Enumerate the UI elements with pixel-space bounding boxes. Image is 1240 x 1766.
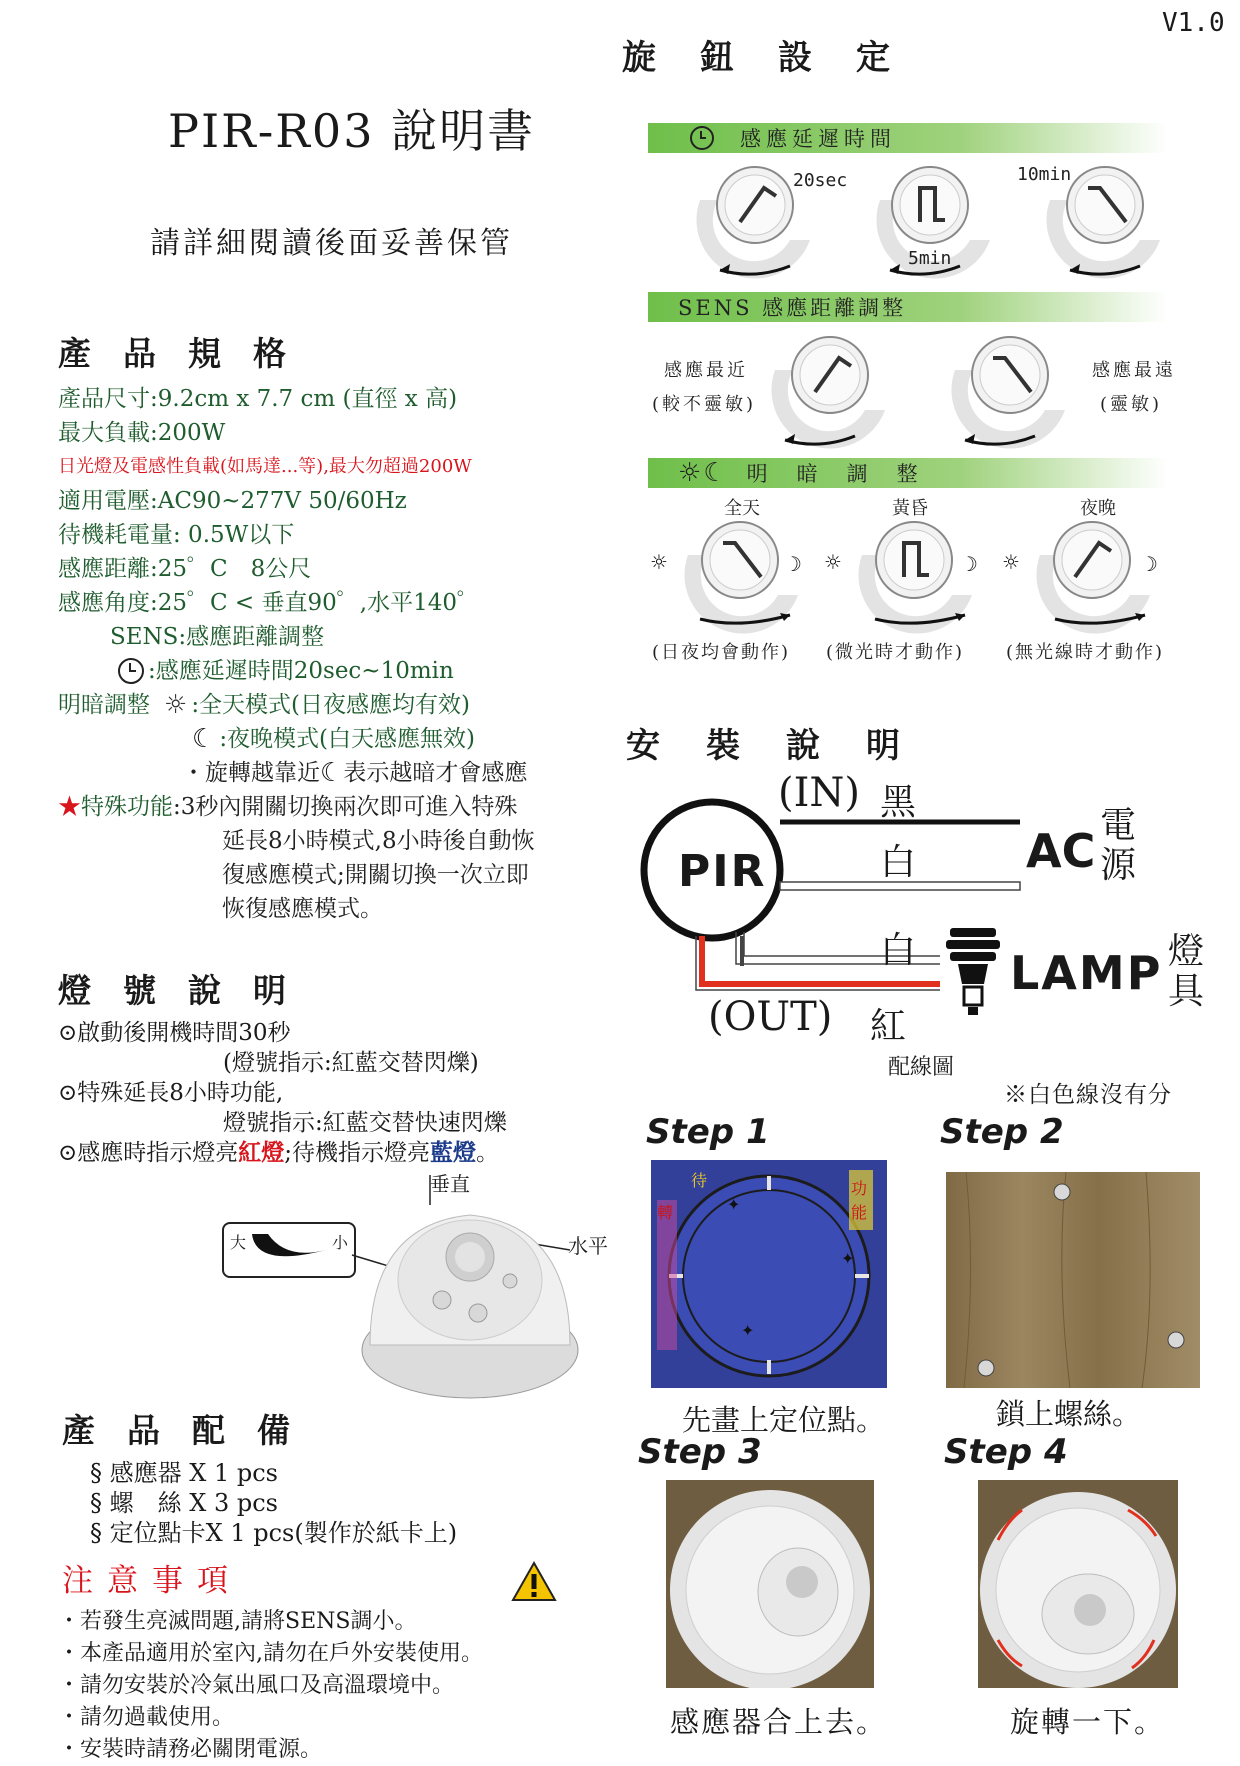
led-line-3: ⊙特殊延長8小時功能, bbox=[58, 1080, 284, 1106]
spec-special-4: 恢復感應模式。 bbox=[222, 896, 383, 922]
spec-allday-row bbox=[58, 688, 618, 722]
caution-list bbox=[58, 1606, 483, 1766]
spec-list bbox=[58, 382, 618, 926]
svg-text:✦: ✦ bbox=[841, 1249, 855, 1268]
svg-text:☼: ☼ bbox=[1002, 550, 1020, 574]
spec-angle: 感應角度:25゜C < 垂直90゜,水平140゜ bbox=[58, 590, 480, 616]
step-4-label: Step 4 bbox=[944, 1432, 1068, 1472]
step-2-label: Step 2 bbox=[940, 1112, 1064, 1152]
spec-load-note: 日光燈及電感性負載(如馬達...等),最大勿超過200W bbox=[58, 456, 472, 477]
spec-special-2: 延長8小時模式,8小時後自動恢 bbox=[222, 828, 535, 854]
svg-text:☼: ☼ bbox=[650, 550, 668, 574]
blue-led-text: 藍燈 bbox=[430, 1139, 477, 1166]
document-subtitle: 請詳細閱讀後面妥善保管 bbox=[150, 226, 513, 261]
wire-black-label: 黑 bbox=[880, 782, 917, 823]
warning-icon bbox=[510, 1560, 558, 1604]
spec-allday: :全天模式(日夜感應均有效) bbox=[191, 692, 471, 718]
wire-in-label: (IN) bbox=[778, 770, 861, 816]
accessory-item: § 感應器 X 1 pcs bbox=[90, 1459, 278, 1487]
light-caption-2: (微光時才動作) bbox=[826, 642, 965, 663]
clock-icon bbox=[118, 658, 144, 684]
caution-item: ・請勿過載使用。 bbox=[58, 1705, 235, 1730]
sens-far-sub: (靈敏) bbox=[1100, 394, 1163, 415]
spec-distance: 感應距離:25゜C 8公尺 bbox=[58, 556, 312, 582]
led-line-4: 燈號指示:紅藍交替快速閃爍 bbox=[223, 1110, 507, 1136]
knob-heading: 旋鈕設定 bbox=[622, 38, 934, 78]
install-heading: 安裝說明 bbox=[626, 726, 946, 766]
caution-item: ・本產品適用於室內,請勿在戶外安裝使用。 bbox=[58, 1641, 483, 1666]
horizontal-label: 水平 bbox=[568, 1234, 608, 1258]
caution-item: ・請勿安裝於冷氣出風口及高溫環境中。 bbox=[58, 1673, 455, 1698]
document-title: PIR-R03 說明書 bbox=[168, 104, 536, 158]
svg-text:☼: ☼ bbox=[824, 550, 842, 574]
led-list bbox=[58, 1018, 678, 1168]
led-line-5c: ;待機指示燈亮 bbox=[284, 1140, 431, 1166]
step-2-photo bbox=[946, 1172, 1200, 1388]
led-heading: 燈號說明 bbox=[58, 971, 318, 1010]
spec-note2: 表示越暗才會感應 bbox=[343, 760, 528, 786]
spec-delay-row bbox=[58, 654, 618, 688]
spec-standby: 待機耗電量: 0.5W以下 bbox=[58, 522, 295, 548]
spec-load: 最大負載:200W bbox=[58, 420, 226, 446]
wire-red-label: 紅 bbox=[870, 1006, 907, 1047]
led-line-5 bbox=[58, 1138, 678, 1168]
sun-icon: ☼ bbox=[678, 458, 702, 488]
light-band bbox=[648, 458, 1168, 488]
spec-night-row bbox=[58, 722, 618, 756]
spec-night: :夜晚模式(白天感應無效) bbox=[219, 726, 476, 752]
svg-text:☽: ☽ bbox=[784, 552, 802, 576]
light-knobs bbox=[650, 515, 1190, 640]
red-led-text: 紅燈 bbox=[238, 1139, 285, 1166]
step-3-caption: 感應器合上去。 bbox=[670, 1705, 888, 1739]
knob-far-icon bbox=[951, 337, 1065, 449]
accessories-list bbox=[90, 1458, 457, 1548]
step-4-caption: 旋轉一下。 bbox=[1010, 1705, 1166, 1739]
moon-icon: ☾ bbox=[192, 724, 216, 754]
svg-text:☽: ☽ bbox=[1140, 552, 1158, 576]
svg-text:✦: ✦ bbox=[741, 1321, 755, 1340]
spec-special-row bbox=[58, 790, 618, 824]
lamp-label: LAMP bbox=[1010, 946, 1163, 1000]
delay-20sec-label: 20sec bbox=[793, 170, 848, 191]
star-icon: ★ bbox=[58, 794, 81, 820]
spec-note-row bbox=[58, 756, 618, 790]
spec-size: 產品尺寸:9.2cm x 7.7 cm (直徑 x 高) bbox=[58, 386, 458, 412]
step-2-caption: 鎖上螺絲。 bbox=[996, 1397, 1142, 1431]
delay-10min-label: 10min bbox=[1017, 164, 1072, 185]
sens-band bbox=[648, 292, 1168, 322]
accessories-heading: 產品配備 bbox=[62, 1411, 322, 1450]
spec-heading: 產品規格 bbox=[58, 334, 318, 373]
fixture-label: 燈具 bbox=[1168, 931, 1205, 1012]
big-label: 大 bbox=[230, 1233, 247, 1252]
light-dusk-label: 黃昏 bbox=[892, 498, 928, 519]
ac-label: AC bbox=[1026, 824, 1096, 878]
caution-item: ・若發生亮滅問題,請將SENS調小。 bbox=[58, 1609, 417, 1634]
spec-light-label: 明暗調整 bbox=[58, 692, 150, 718]
vertical-label: 垂直 bbox=[430, 1172, 470, 1196]
knob-night-icon bbox=[1002, 522, 1158, 634]
step-4-photo bbox=[978, 1480, 1178, 1688]
delay-5min-label: 5min bbox=[908, 248, 952, 269]
wiring-note: ※白色線沒有分 bbox=[1004, 1082, 1172, 1108]
sensitivity-scale bbox=[222, 1222, 356, 1278]
light-allday-label: 全天 bbox=[724, 498, 760, 519]
wire-white1-label: 白 bbox=[880, 842, 917, 883]
spec-special-1: :3秒內開關切換兩次即可進入特殊 bbox=[173, 794, 518, 820]
sens-knobs bbox=[770, 330, 1070, 450]
step-1-photo bbox=[651, 1160, 887, 1388]
led-line-2: (燈號指示:紅藍交替閃爍) bbox=[223, 1050, 479, 1076]
spec-note: ・旋轉越靠近 bbox=[182, 760, 320, 786]
accessory-item: § 定位點卡X 1 pcs(製作於紙卡上) bbox=[90, 1519, 458, 1547]
power-label: 電源 bbox=[1100, 805, 1137, 886]
sens-near-sub: (較不靈敏) bbox=[652, 394, 757, 415]
knob-allday-icon bbox=[650, 522, 802, 634]
light-caption-3: (無光線時才動作) bbox=[1006, 642, 1165, 663]
pir-sensor-image bbox=[350, 1175, 600, 1415]
spec-special-3: 復感應模式;開關切換一次立即 bbox=[222, 862, 529, 888]
card-text: 待 bbox=[691, 1171, 708, 1190]
moon-icon: ☾ bbox=[320, 758, 344, 788]
lamp-bulb-icon bbox=[946, 928, 1000, 1015]
spec-delay: :感應延遲時間20sec~10min bbox=[148, 658, 454, 684]
spec-sens: SENS:感應距離調整 bbox=[110, 624, 325, 650]
caution-heading: 注意事項 bbox=[62, 1563, 242, 1599]
step-3-photo bbox=[666, 1480, 874, 1688]
moon-icon: ☾ bbox=[703, 458, 727, 488]
card-text: 轉 bbox=[657, 1203, 674, 1222]
knob-near-icon bbox=[771, 337, 885, 449]
small-label: 小 bbox=[331, 1233, 348, 1252]
light-night-label: 夜晚 bbox=[1080, 498, 1116, 519]
caution-item: ・安裝時請務必關閉電源。 bbox=[58, 1737, 323, 1762]
led-line-5e: 。 bbox=[476, 1140, 500, 1166]
wire-out-label: (OUT) bbox=[708, 994, 833, 1040]
sens-band-label: SENS 感應距離調整 bbox=[678, 296, 907, 320]
step-1-caption: 先畫上定位點。 bbox=[682, 1403, 886, 1437]
sun-icon: ☼ bbox=[164, 690, 188, 720]
card-text: 能 bbox=[851, 1203, 868, 1222]
knob-dusk-icon bbox=[824, 522, 978, 634]
sensitivity-wedge-icon bbox=[246, 1228, 332, 1272]
spec-voltage: 適用電壓:AC90~277V 50/60Hz bbox=[58, 488, 407, 514]
svg-text:✦: ✦ bbox=[727, 1195, 741, 1214]
pir-label: PIR bbox=[678, 846, 767, 897]
svg-text:☽: ☽ bbox=[960, 552, 978, 576]
card-text: 功 bbox=[851, 1179, 868, 1198]
spec-special-label: ★特殊功能 bbox=[58, 794, 173, 820]
delay-band-label: 感應延遲時間 bbox=[740, 127, 896, 151]
sens-near-label: 感應最近 bbox=[664, 360, 748, 381]
accessory-item: § 螺 絲 X 3 pcs bbox=[90, 1489, 278, 1517]
wire-white2-label: 白 bbox=[880, 930, 917, 971]
wiring-caption: 配線圖 bbox=[888, 1055, 955, 1080]
step-3-label: Step 3 bbox=[638, 1432, 762, 1472]
step-1-label: Step 1 bbox=[646, 1112, 770, 1152]
led-line-1: ⊙啟動後開機時間30秒 bbox=[58, 1020, 291, 1046]
light-caption-1: (日夜均會動作) bbox=[652, 642, 791, 663]
version-label: V1.0 bbox=[1162, 8, 1225, 38]
sens-far-label: 感應最遠 bbox=[1092, 360, 1176, 381]
led-line-5a: ⊙感應時指示燈亮 bbox=[58, 1140, 239, 1166]
delay-band bbox=[648, 123, 1168, 153]
light-band-label: 明 暗 調 整 bbox=[746, 462, 922, 486]
clock-icon bbox=[690, 126, 714, 150]
